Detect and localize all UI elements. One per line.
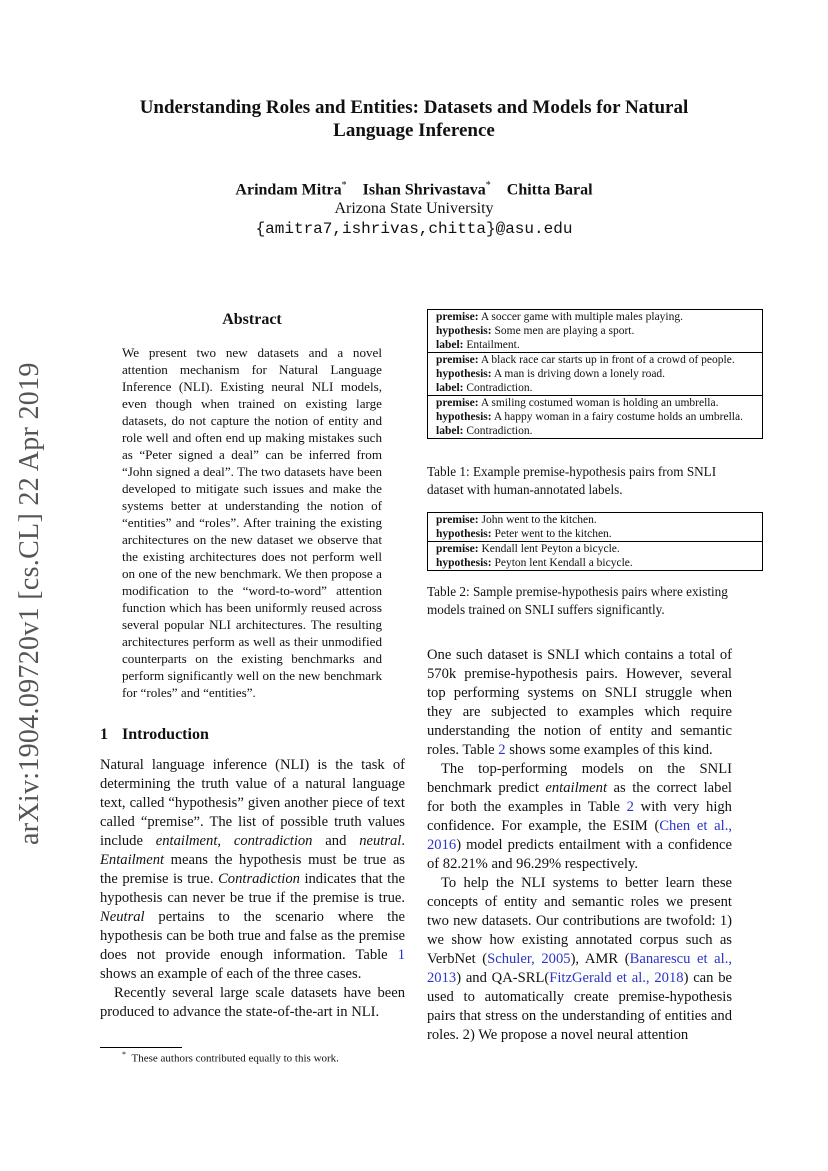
citation-link[interactable]: Schuler, 2005 (487, 951, 571, 967)
table-row: label: Contradiction. (436, 425, 533, 437)
section-number: 1 (100, 726, 108, 743)
table-row: premise: Kendall lent Peyton a bicycle. (428, 542, 763, 557)
abstract-heading: Abstract (222, 311, 282, 328)
table-2-caption: Table 2: Sample premise-hypothesis pairs where existing models trained on SNLI suffers significantly. (427, 584, 728, 617)
author-name: Arindam Mitra (235, 181, 342, 199)
body-paragraph-1: One such dataset is SNLI which contains a total of 570k premise-hypothesis pairs. However, several top performing systems on SNLI struggle when they are subjected to examples which require understanding the notion of entity and semantic roles. Table 2 shows some examples of this kind. (427, 647, 732, 758)
table-row: premise: John went to the kitchen. (428, 513, 763, 528)
citation-link[interactable]: Banarescu et al., 2013 (427, 951, 733, 986)
author-name: Ishan Shrivastava (362, 181, 486, 199)
table-row: premise: A smiling costumed woman is holding an umbrella. (428, 396, 763, 411)
abstract-text: We present two new datasets and a novel attention mechanism for Natural Language Inference (NLI). Existing neural NLI models, even though when trained on existing large datasets, do not capture the notion of entity and role well and often end up making mistakes such as “Peter signed a deal” can be inferred from “John signed a deal”. The two datasets have been developed to mitigate such issues and make the systems better at understanding the notion of “entities” and “roles”. After training the existing architectures on the new dataset we observe that the existing architectures does not perform well on one of the new benchmark. We then propose a modification to the “word-to-word” attention function which has been uniformly reused across several popular NLI architectures. The resulting architectures perform as well as their unmodified counterparts on the existing benchmarks and perform significantly well on the new benchmark for “roles” and “entities”. (122, 345, 382, 700)
citation-link[interactable]: Chen et al., 2016 (427, 818, 732, 853)
section-heading (100, 726, 223, 744)
author-mark: * (485, 180, 491, 191)
footnote-mark: * (122, 1050, 126, 1059)
body-paragraph-3: To help the NLI systems to better learn these concepts of entity and semantic roles we present two new datasets. Our contributions are twofold: 1) we show how existing annotated corpus such as VerbNet (Schuler, 2005), AMR (Banarescu et al., 2013) and QA-SRL(FitzGerald et al., 2018) can be used to automatically create premise-hypothesis pairs that stress on the understanding of entities and roles. 2) We propose a novel neural attention (427, 875, 733, 1043)
left-column-text (100, 756, 405, 1022)
author-email: {amitra7,ishrivas,chitta}@asu.edu (255, 220, 573, 238)
table-row: hypothesis: Some men are playing a sport. (436, 325, 635, 337)
paper-title: Understanding Roles and Entities: Datasets and Models for Natural Language Inference (139, 97, 689, 141)
author-name: Chitta Baral (506, 181, 593, 199)
table-1 (427, 309, 763, 439)
arxiv-identifier: arXiv:1904.09720v1 [cs.CL] 22 Apr 2019 (14, 362, 45, 845)
table-1-caption: Table 1: Example premise-hypothesis pairs from SNLI dataset with human-annotated labels. (427, 464, 717, 497)
section-title: Introduction (122, 726, 209, 743)
abstract-body (122, 344, 382, 701)
table-row: premise: A black race car starts up in front of a crowd of people. (428, 353, 763, 368)
table-row: hypothesis: A man is driving down a lonely road. (436, 368, 666, 380)
right-column-text (427, 646, 732, 1045)
table-row: label: Entailment. (436, 339, 520, 351)
table-row: premise: A soccer game with multiple males playing. (428, 310, 763, 325)
intro-paragraph-2: Recently several large scale datasets have been produced to advance the state-of-the-art in NLI. (100, 985, 405, 1020)
table-2 (427, 512, 763, 571)
affiliation: Arizona State University (334, 200, 494, 217)
footnote (122, 1050, 339, 1065)
author-mark: * (341, 180, 347, 191)
table-ref-link[interactable]: 1 (397, 947, 405, 963)
table-row: hypothesis: Peyton lent Kendall a bicycle. (436, 557, 633, 569)
table-row: hypothesis: A happy woman in a fairy costume holds an umbrella. (436, 411, 743, 423)
table-row: hypothesis: Peter went to the kitchen. (436, 528, 612, 540)
table-ref-link[interactable]: 2 (498, 742, 506, 758)
table-row: label: Contradiction. (436, 382, 533, 394)
table-ref-link[interactable]: 2 (626, 799, 634, 815)
body-paragraph-2: The top-performing models on the SNLI benchmark predict entailment as the correct label for both the examples in Table 2 with very high confidence. For example, the ESIM (Chen et al., 2016) model predicts entailment with a confidence of 82.21% and 96.29% respectively. (427, 761, 732, 872)
intro-paragraph-1: Natural language inference (NLI) is the task of determining the truth value of a natural language text, called “hypothesis” given another piece of text called “premise”. The list of possible truth values include entailment, contradiction and neutral. Entailment means the hypothesis must be true as the premise is true. Contradiction indicates that the hypothesis can never be true if the premise is true. Neutral pertains to the scenario where the hypothesis can be both true and false as the premise does not provide enough information. Table 1 shows an example of each of the three cases. (100, 757, 406, 982)
citation-link[interactable]: FitzGerald et al., 2018 (549, 970, 684, 986)
footnote-rule (100, 1047, 182, 1048)
footnote-text: These authors contributed equally to this work. (131, 1052, 339, 1065)
author-list (100, 180, 728, 199)
